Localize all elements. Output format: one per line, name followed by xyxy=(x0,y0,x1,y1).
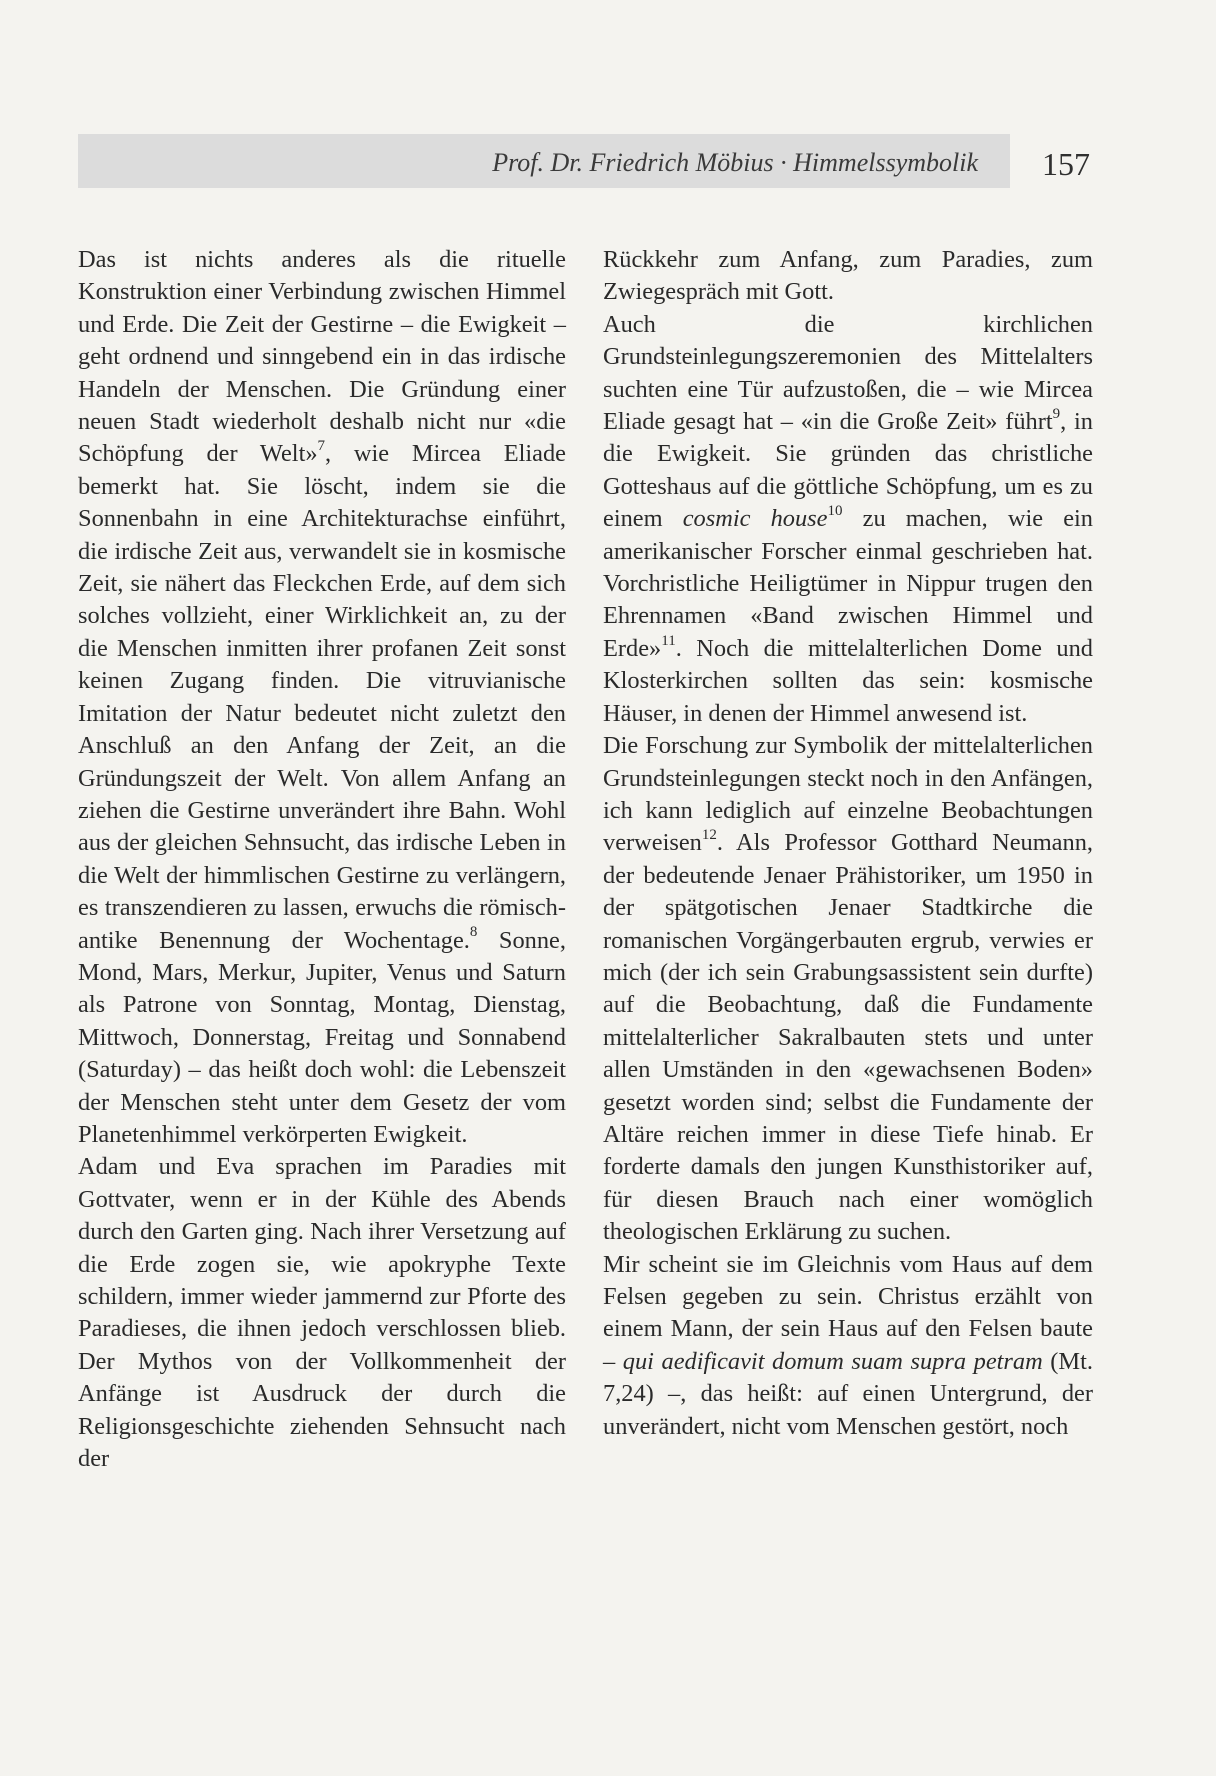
footnote-ref: 10 xyxy=(827,503,843,520)
text-run: zu machen, wie ein amerikanischer Forscher einmal geschrieben hat. Vorchristliche Heiligtümer in Nippur trugen den Ehrennamen «Band zwischen Himmel und Erde» xyxy=(603,505,1093,662)
paragraph: Adam und Eva sprachen im Paradies mit Gottvater, wenn er in der Kühle des Abends durch den Garten ging. Nach ihrer Versetzung auf die Erde zogen sie, wie apokryphe Texte schildern, immer wieder jammernd zur Pforte des Paradieses, die ihnen jedoch verschlossen blieb. Der Mythos von der Vollkommenheit der Anfänge ist Ausdruck der durch die Religionsgeschichte ziehenden Sehnsucht nach der xyxy=(78,1153,566,1473)
italic-term: cosmic house xyxy=(682,505,828,533)
paragraph xyxy=(603,309,1093,730)
text-run: , in die Ewigkeit. Sie gründen das christliche Gotteshaus auf die göttliche Schöpfung, um es zu einem xyxy=(603,408,1094,533)
page-number: 157 xyxy=(1042,146,1090,182)
text-run: Die Forschung zur Symbolik der mittelalterlichen Grundsteinlegungen steckt noch in den Anfängen, ich kann lediglich auf einzelne Beobachtungen verweisen xyxy=(603,732,1093,857)
text-run: . Als Professor Gotthard Neumann, der bedeutende Jenaer Prähistoriker, um 1950 in der spätgotischen Jenaer Stadtkirche die romanischen Vorgängerbauten ergrub, verwies er mich (der ich sein Grabungsassistent sein durfte) auf die Beobachtung, daß die Fundamente mittelalterlicher Sakralbauten stets und unter allen Umständen in den «gewachsenen Boden» gesetzt worden sind; selbst die Fundamente der Altäre reichen immer in diese Tiefe hinab. Er forderte damals den jungen Kunsthistoriker auf, für diesen Brauch nach einer womöglich theologischen Erklärung zu suchen. xyxy=(603,829,1093,1246)
paragraph: Rückkehr zum Anfang, zum Paradies, zum Zwiegespräch mit Gott. xyxy=(603,246,1093,306)
paragraph xyxy=(603,730,1093,1249)
paragraph xyxy=(78,244,566,1151)
running-head: Prof. Dr. Friedrich Möbius · Himmelssymbolik xyxy=(492,148,978,177)
paragraph xyxy=(603,1249,1093,1443)
text-run: , wie Mircea Eliade bemerkt hat. Sie löscht, indem sie die Sonnenbahn in eine Architekturachse einführt, die irdische Zeit aus, verwandelt sie in kosmische Zeit, sie nähert das Fleckchen Erde, auf dem sich solches vollzieht, einer Wirklichkeit an, zu der die Menschen inmitten ihrer profanen Zeit sonst keinen Zugang finden. Die vitruvianische Imitation der Natur bedeutet nicht zuletzt den Anschluß an den Anfang der Zeit, an die Gründungszeit der Welt. Von allem Anfang an ziehen die Gestirne unverändert ihre Bahn. Wohl aus der gleichen Sehnsucht, das irdische Leben in die Welt der himmlischen Gestirne zu verlängern, es transzendieren zu lassen, erwuchs die römisch-antike Benennung der Wochentage. xyxy=(78,440,566,954)
footnote-ref: 12 xyxy=(701,827,717,844)
footnote-ref: 11 xyxy=(661,632,676,649)
text-run: . Noch die mittelalterlichen Dome und Klosterkirchen sollten das sein: kosmische Häuser, in denen der Himmel anwesend ist. xyxy=(603,634,1093,727)
text-run: Auch die kirchlichen Grundsteinlegungszeremonien des Mittelalters suchten eine Tür aufzustoßen, die – wie Mircea Eliade gesagt hat – «in die Große Zeit» führt xyxy=(603,310,1093,436)
text-run: (Mt. 7,24) –, das heißt: auf einen Untergrund, der unverändert, nicht vom Menschen gestört, noch xyxy=(603,1347,1093,1440)
italic-quote: qui aedificavit domum suam supra petram xyxy=(622,1347,1043,1375)
text-run: Sonne, Mond, Mars, Merkur, Jupiter, Venus und Saturn als Patrone von Sonntag, Montag, Dienstag, Mittwoch, Donnerstag, Freitag und Sonnabend (Saturday) – das heißt doch wohl: die Lebenszeit der Menschen steht unter dem Gesetz der vom Planetenhimmel verkörperten Ewigkeit. xyxy=(78,926,566,1148)
text-run: Mir scheint sie im Gleichnis vom Haus auf dem Felsen gegeben zu sein. Christus erzählt von einem Mann, der sein Haus auf den Felsen baute – xyxy=(603,1250,1093,1375)
footnote-ref: 8 xyxy=(469,924,478,941)
left-column xyxy=(78,244,566,1475)
right-column xyxy=(603,244,1093,1443)
footnote-ref: 9 xyxy=(1052,405,1061,422)
text-run: Das ist nichts anderes als die rituelle Konstruktion einer Verbindung zwischen Himmel und Erde. Die Zeit der Gestirne – die Ewigkeit – geht ordnend und sinngebend ein in das irdische Handeln der Menschen. Die Gründung einer neuen Stadt wiederholt deshalb nicht nur «die Schöpfung der Welt» xyxy=(78,246,566,468)
footnote-ref: 7 xyxy=(317,438,326,455)
